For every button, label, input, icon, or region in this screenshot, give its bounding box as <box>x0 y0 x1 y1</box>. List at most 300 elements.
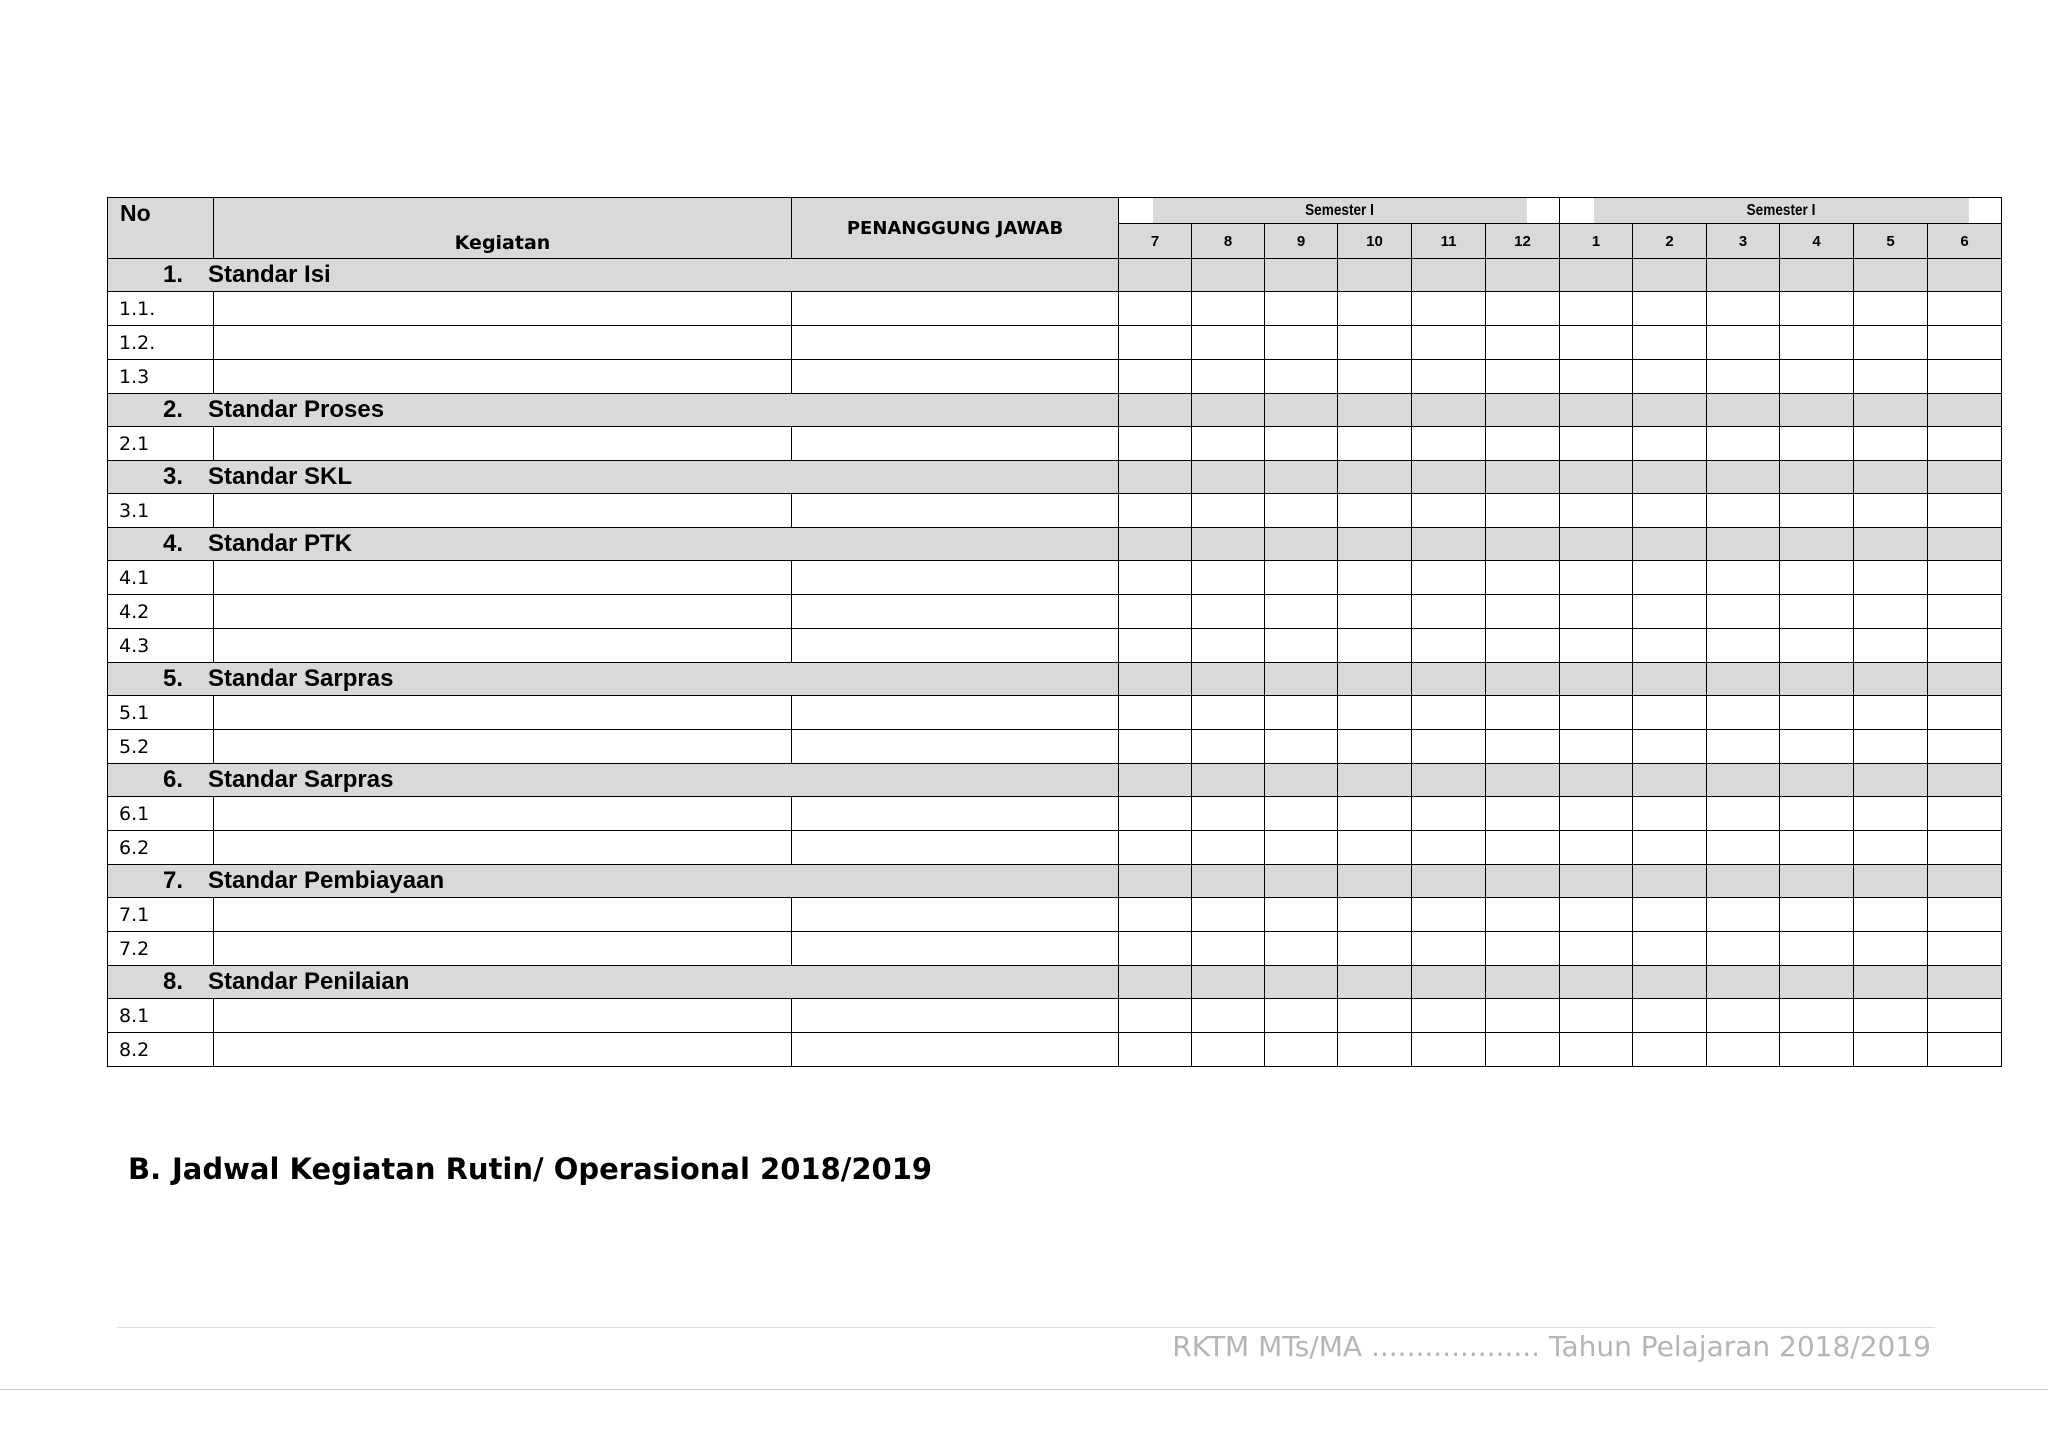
month-cell <box>1560 394 1633 427</box>
table-body <box>108 259 2002 1067</box>
section-number: 1. <box>163 261 184 288</box>
month-cell <box>1633 394 1707 427</box>
month-cell <box>1780 326 1854 360</box>
month-cell <box>1707 730 1780 764</box>
month-cell <box>1412 427 1486 461</box>
month-cell <box>1633 797 1707 831</box>
section-row <box>108 966 2002 999</box>
month-cell <box>1633 932 1707 966</box>
month-cell <box>1338 1033 1412 1067</box>
month-cell <box>1412 898 1486 932</box>
month-cell <box>1780 528 1854 561</box>
item-number-cell: 6.1 <box>108 797 214 831</box>
month-cell <box>1192 292 1265 326</box>
section-row <box>108 394 2002 427</box>
kegiatan-cell <box>214 595 792 629</box>
penanggung-jawab-cell <box>792 292 1119 326</box>
month-cell <box>1780 696 1854 730</box>
month-cell <box>1192 663 1265 696</box>
item-number-cell: 8.1 <box>108 999 214 1033</box>
month-cell <box>1707 1033 1780 1067</box>
month-cell <box>1192 595 1265 629</box>
month-cell <box>1119 898 1192 932</box>
section-number: 7. <box>163 867 184 894</box>
month-cell <box>1338 326 1412 360</box>
penanggung-jawab-cell <box>792 494 1119 528</box>
month-cell <box>1780 427 1854 461</box>
month-cell <box>1486 394 1560 427</box>
month-cell <box>1192 1033 1265 1067</box>
month-cell <box>1854 292 1928 326</box>
month-cell <box>1928 528 2002 561</box>
kegiatan-cell <box>214 999 792 1033</box>
section-title: Standar Proses <box>208 396 385 423</box>
month-cell <box>1338 292 1412 326</box>
month-cell <box>1119 292 1192 326</box>
table-row <box>108 696 2002 730</box>
month-cell <box>1854 898 1928 932</box>
section-heading-letter: B. <box>128 1152 162 1186</box>
month-cell <box>1486 326 1560 360</box>
table-row <box>108 1033 2002 1067</box>
table-header <box>108 198 2002 259</box>
month-cell <box>1707 561 1780 595</box>
month-cell <box>1928 259 2002 292</box>
month-cell <box>1192 696 1265 730</box>
month-cell <box>1633 865 1707 898</box>
month-cell <box>1560 528 1633 561</box>
month-cell <box>1633 764 1707 797</box>
month-cell <box>1412 394 1486 427</box>
month-cell <box>1265 797 1338 831</box>
month-cell <box>1707 999 1780 1033</box>
month-cell <box>1192 764 1265 797</box>
month-cell <box>1780 595 1854 629</box>
month-cell <box>1560 629 1633 663</box>
month-cell <box>1707 595 1780 629</box>
month-cell <box>1412 999 1486 1033</box>
section-title-cell <box>108 966 1119 999</box>
month-cell <box>1928 595 2002 629</box>
month-cell <box>1192 730 1265 764</box>
month-cell <box>1119 461 1192 494</box>
section-number: 6. <box>163 766 184 793</box>
month-cell <box>1928 730 2002 764</box>
activity-schedule-table <box>107 197 2002 1067</box>
kegiatan-cell <box>214 898 792 932</box>
month-cell <box>1119 663 1192 696</box>
month-cell <box>1560 360 1633 394</box>
month-cell <box>1854 1033 1928 1067</box>
month-cell <box>1854 427 1928 461</box>
month-cell <box>1780 1033 1854 1067</box>
month-cell <box>1928 999 2002 1033</box>
month-cell <box>1633 360 1707 394</box>
month-header-cell: 5 <box>1854 224 1928 259</box>
month-cell <box>1928 461 2002 494</box>
month-cell <box>1928 427 2002 461</box>
month-cell <box>1119 629 1192 663</box>
month-cell <box>1560 966 1633 999</box>
month-cell <box>1854 528 1928 561</box>
month-cell <box>1633 259 1707 292</box>
month-header-cell: 6 <box>1928 224 2002 259</box>
month-cell <box>1338 629 1412 663</box>
month-cell <box>1633 663 1707 696</box>
month-cell <box>1854 663 1928 696</box>
month-header-cell: 9 <box>1265 224 1338 259</box>
month-cell <box>1928 1033 2002 1067</box>
kegiatan-cell <box>214 629 792 663</box>
month-cell <box>1854 696 1928 730</box>
table-row <box>108 494 2002 528</box>
month-cell <box>1338 797 1412 831</box>
month-cell <box>1412 595 1486 629</box>
item-number-cell: 1.3 <box>108 360 214 394</box>
month-header-cell: 7 <box>1119 224 1192 259</box>
table-row <box>108 595 2002 629</box>
month-header-cell: 12 <box>1486 224 1560 259</box>
table-row <box>108 932 2002 966</box>
month-cell <box>1412 1033 1486 1067</box>
month-cell <box>1338 932 1412 966</box>
section-title: Standar Sarpras <box>208 766 394 793</box>
month-cell <box>1854 595 1928 629</box>
month-cell <box>1338 764 1412 797</box>
month-cell <box>1486 461 1560 494</box>
item-number-cell: 7.1 <box>108 898 214 932</box>
section-title: Standar PTK <box>208 530 353 557</box>
penanggung-jawab-cell <box>792 696 1119 730</box>
kegiatan-cell <box>214 494 792 528</box>
month-cell <box>1265 394 1338 427</box>
section-number: 5. <box>163 665 184 692</box>
month-cell <box>1633 595 1707 629</box>
month-cell <box>1854 561 1928 595</box>
month-cell <box>1633 528 1707 561</box>
month-cell <box>1265 898 1338 932</box>
month-cell <box>1338 461 1412 494</box>
section-number: 8. <box>163 968 184 995</box>
table-row <box>108 629 2002 663</box>
month-cell <box>1265 427 1338 461</box>
section-title: Standar Penilaian <box>208 968 410 995</box>
month-cell <box>1854 730 1928 764</box>
month-cell <box>1265 831 1338 865</box>
month-cell <box>1560 797 1633 831</box>
month-cell <box>1412 797 1486 831</box>
month-cell <box>1780 259 1854 292</box>
month-cell <box>1338 865 1412 898</box>
table-row <box>108 427 2002 461</box>
month-cell <box>1854 966 1928 999</box>
month-cell <box>1119 259 1192 292</box>
month-cell <box>1486 292 1560 326</box>
month-cell <box>1560 461 1633 494</box>
month-cell <box>1338 898 1412 932</box>
month-cell <box>1928 629 2002 663</box>
month-cell <box>1486 259 1560 292</box>
month-cell <box>1265 629 1338 663</box>
month-cell <box>1412 865 1486 898</box>
month-cell <box>1928 326 2002 360</box>
month-header-cell: 10 <box>1338 224 1412 259</box>
month-cell <box>1338 394 1412 427</box>
month-cell <box>1928 797 2002 831</box>
month-cell <box>1119 1033 1192 1067</box>
month-cell <box>1265 932 1338 966</box>
month-cell <box>1928 966 2002 999</box>
month-cell <box>1338 730 1412 764</box>
month-cell <box>1486 427 1560 461</box>
section-title: Standar Pembiayaan <box>208 867 445 894</box>
month-cell <box>1707 629 1780 663</box>
item-number-cell: 1.1. <box>108 292 214 326</box>
month-cell <box>1707 797 1780 831</box>
month-cell <box>1412 730 1486 764</box>
month-cell <box>1265 865 1338 898</box>
column-header-semester-2: Semester I <box>1593 198 1969 224</box>
kegiatan-cell <box>214 360 792 394</box>
section-number: 4. <box>163 530 184 557</box>
month-cell <box>1780 865 1854 898</box>
kegiatan-cell <box>214 561 792 595</box>
month-cell <box>1412 528 1486 561</box>
month-cell <box>1486 595 1560 629</box>
month-cell <box>1119 932 1192 966</box>
item-number-cell: 5.2 <box>108 730 214 764</box>
month-cell <box>1338 259 1412 292</box>
month-cell <box>1486 797 1560 831</box>
section-row <box>108 259 2002 292</box>
kegiatan-cell <box>214 427 792 461</box>
month-cell <box>1780 999 1854 1033</box>
month-cell <box>1119 528 1192 561</box>
month-cell <box>1854 629 1928 663</box>
month-cell <box>1928 764 2002 797</box>
month-cell <box>1486 561 1560 595</box>
section-row <box>108 461 2002 494</box>
month-cell <box>1265 528 1338 561</box>
month-cell <box>1119 865 1192 898</box>
month-cell <box>1119 427 1192 461</box>
month-cell <box>1412 663 1486 696</box>
month-cell <box>1412 259 1486 292</box>
month-cell <box>1192 999 1265 1033</box>
month-cell <box>1707 292 1780 326</box>
month-cell <box>1854 494 1928 528</box>
month-cell <box>1486 730 1560 764</box>
month-cell <box>1265 494 1338 528</box>
month-cell <box>1412 932 1486 966</box>
month-cell <box>1192 528 1265 561</box>
month-cell <box>1780 561 1854 595</box>
penanggung-jawab-cell <box>792 831 1119 865</box>
section-title-cell <box>108 865 1119 898</box>
month-cell <box>1707 427 1780 461</box>
month-cell <box>1119 696 1192 730</box>
month-cell <box>1707 461 1780 494</box>
kegiatan-cell <box>214 831 792 865</box>
section-title-cell <box>108 528 1119 561</box>
month-cell <box>1633 831 1707 865</box>
kegiatan-cell <box>214 326 792 360</box>
month-cell <box>1192 461 1265 494</box>
kegiatan-cell <box>214 292 792 326</box>
section-title-cell <box>108 764 1119 797</box>
month-cell <box>1707 966 1780 999</box>
month-cell <box>1707 898 1780 932</box>
footer-text: RKTM MTs/MA ................... Tahun Pelajaran 2018/2019 <box>1172 1330 1931 1363</box>
column-header-kegiatan: Kegiatan <box>214 198 792 259</box>
month-cell <box>1854 360 1928 394</box>
month-cell <box>1854 764 1928 797</box>
month-cell <box>1338 427 1412 461</box>
table-row <box>108 797 2002 831</box>
item-number-cell: 1.2. <box>108 326 214 360</box>
month-cell <box>1265 292 1338 326</box>
month-cell <box>1560 427 1633 461</box>
month-cell <box>1192 561 1265 595</box>
month-cell <box>1928 561 2002 595</box>
month-cell <box>1486 999 1560 1033</box>
kegiatan-cell <box>214 730 792 764</box>
month-cell <box>1633 292 1707 326</box>
month-cell <box>1854 326 1928 360</box>
penanggung-jawab-cell <box>792 898 1119 932</box>
section-number: 2. <box>163 396 184 423</box>
month-cell <box>1486 528 1560 561</box>
month-cell <box>1486 865 1560 898</box>
penanggung-jawab-cell <box>792 999 1119 1033</box>
month-cell <box>1338 831 1412 865</box>
month-cell <box>1192 394 1265 427</box>
month-cell <box>1486 629 1560 663</box>
month-cell <box>1412 494 1486 528</box>
month-cell <box>1854 797 1928 831</box>
month-cell <box>1928 663 2002 696</box>
month-cell <box>1192 932 1265 966</box>
month-cell <box>1707 528 1780 561</box>
month-cell <box>1633 461 1707 494</box>
month-cell <box>1928 898 2002 932</box>
month-cell <box>1780 764 1854 797</box>
month-cell <box>1486 831 1560 865</box>
month-cell <box>1928 696 2002 730</box>
month-cell <box>1780 797 1854 831</box>
month-cell <box>1707 696 1780 730</box>
month-cell <box>1192 831 1265 865</box>
section-title: Standar Isi <box>208 261 331 288</box>
month-cell <box>1265 360 1338 394</box>
month-cell <box>1560 764 1633 797</box>
section-heading-text: Jadwal Kegiatan Rutin/ Operasional 2018/2019 <box>172 1152 933 1186</box>
item-number-cell: 6.2 <box>108 831 214 865</box>
month-cell <box>1338 595 1412 629</box>
penanggung-jawab-cell <box>792 427 1119 461</box>
section-number: 3. <box>163 463 184 490</box>
month-cell <box>1412 292 1486 326</box>
month-cell <box>1560 595 1633 629</box>
month-cell <box>1119 394 1192 427</box>
month-cell <box>1192 326 1265 360</box>
month-cell <box>1633 629 1707 663</box>
month-cell <box>1854 932 1928 966</box>
month-cell <box>1560 730 1633 764</box>
month-cell <box>1486 1033 1560 1067</box>
month-cell <box>1707 663 1780 696</box>
section-title-cell <box>108 259 1119 292</box>
month-cell <box>1560 494 1633 528</box>
month-cell <box>1119 764 1192 797</box>
item-number-cell: 7.2 <box>108 932 214 966</box>
month-cell <box>1265 1033 1338 1067</box>
month-cell <box>1338 528 1412 561</box>
item-number-cell: 3.1 <box>108 494 214 528</box>
month-cell <box>1486 966 1560 999</box>
month-cell <box>1119 831 1192 865</box>
month-cell <box>1192 494 1265 528</box>
month-cell <box>1412 360 1486 394</box>
month-cell <box>1412 696 1486 730</box>
month-cell <box>1780 966 1854 999</box>
month-cell <box>1707 494 1780 528</box>
month-header-cell: 2 <box>1633 224 1707 259</box>
penanggung-jawab-cell <box>792 595 1119 629</box>
month-cell <box>1412 461 1486 494</box>
month-cell <box>1192 966 1265 999</box>
kegiatan-cell <box>214 696 792 730</box>
item-number-cell: 5.1 <box>108 696 214 730</box>
table-row <box>108 999 2002 1033</box>
month-cell <box>1633 966 1707 999</box>
month-cell <box>1633 1033 1707 1067</box>
month-cell <box>1707 326 1780 360</box>
month-cell <box>1486 494 1560 528</box>
month-header-cell: 3 <box>1707 224 1780 259</box>
month-cell <box>1633 561 1707 595</box>
month-header-cell: 1 <box>1560 224 1633 259</box>
month-cell <box>1780 831 1854 865</box>
table-row <box>108 360 2002 394</box>
penanggung-jawab-cell <box>792 629 1119 663</box>
item-number-cell: 4.3 <box>108 629 214 663</box>
month-cell <box>1707 259 1780 292</box>
month-cell <box>1633 427 1707 461</box>
month-cell <box>1928 932 2002 966</box>
month-cell <box>1780 360 1854 394</box>
month-cell <box>1780 663 1854 696</box>
month-cell <box>1707 865 1780 898</box>
month-cell <box>1780 898 1854 932</box>
kegiatan-cell <box>214 1033 792 1067</box>
penanggung-jawab-cell <box>792 932 1119 966</box>
penanggung-jawab-cell <box>792 730 1119 764</box>
month-cell <box>1265 663 1338 696</box>
month-cell <box>1928 360 2002 394</box>
section-row <box>108 865 2002 898</box>
month-cell <box>1192 629 1265 663</box>
kegiatan-cell <box>214 797 792 831</box>
month-cell <box>1119 595 1192 629</box>
table-row <box>108 898 2002 932</box>
section-row <box>108 528 2002 561</box>
month-cell <box>1780 394 1854 427</box>
month-cell <box>1560 999 1633 1033</box>
month-cell <box>1707 831 1780 865</box>
month-cell <box>1854 461 1928 494</box>
month-cell <box>1119 494 1192 528</box>
